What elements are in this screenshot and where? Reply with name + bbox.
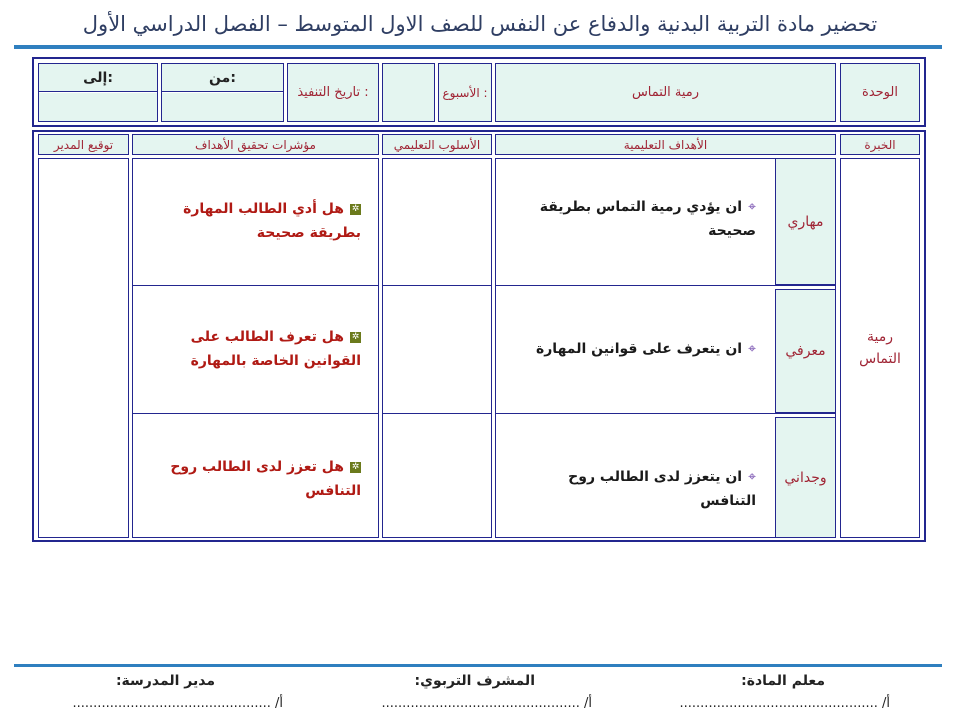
week-value-cell[interactable] [382,63,435,122]
experience-value: رمية التماس [859,329,901,367]
header-indicators: مؤشرات تحقيق الأهداف [132,134,379,155]
from-cell [161,63,284,122]
gear-bullet-icon: ✲ [351,331,360,342]
bottom-rule [14,664,942,667]
to-label-cell [39,64,157,92]
indicator-item-3: ✲هل تعزز لدى الطالب روح التنافس [170,459,361,499]
domain-label: وجداني [784,469,827,486]
supervisor-signature-label: المشرف التربوي: [414,673,535,689]
domain-cell-2 [775,289,835,413]
from-label: من: [209,69,236,86]
domain-cell-1 [775,159,835,285]
row-divider [133,413,378,414]
from-label-cell [162,64,283,92]
principal-signature-cell[interactable] [38,158,129,538]
row-divider [133,285,378,286]
unit-value-cell[interactable] [495,63,836,122]
header-method: الأسلوب التعليمي [382,134,492,155]
row-divider [496,413,835,414]
experience-cell [840,158,920,538]
crosshair-bullet-icon: ⌖ [748,341,756,357]
unit-label: الوحدة [862,85,898,100]
header-goals: الأهداف التعليمية [495,134,836,155]
week-label: الأسبوع : [442,85,488,100]
crosshair-bullet-icon: ⌖ [748,199,756,215]
indicators-column [132,158,379,538]
teacher-signature-label: معلم المادة: [741,673,825,689]
to-value[interactable] [39,93,157,121]
to-cell [38,63,158,122]
from-value[interactable] [162,93,283,121]
row-divider [383,413,491,414]
supervisor-signature-line[interactable]: أ/ ................................................ [381,696,592,711]
goals-column [495,158,836,538]
row-divider [383,285,491,286]
top-rule [14,45,942,49]
domain-label: مهاري [787,213,824,230]
principal-signature-label: مدير المدرسة: [115,673,215,689]
page-title: تحضير مادة التربية البدنية والدفاع عن النفس للصف الاول المتوسط – الفصل الدراسي الأول [82,12,878,36]
header-principal-signature: توقيع المدير [38,134,129,155]
teacher-signature-line[interactable]: أ/ ................................................ [679,696,890,711]
domain-label: معرفي [785,343,826,359]
exec-date-label: تاريخ التنفيذ : [297,85,369,100]
goal-item-3: ⌖ان يتعزز لدى الطالب روح التنافس [568,469,756,509]
unit-value: رمية التماس [631,85,700,100]
goal-item-1: ⌖ان يؤدي رمية التماس بطريقة صحيحة [539,199,756,239]
gear-bullet-icon: ✲ [351,203,360,214]
lesson-table [32,130,926,542]
goal-item-2: ⌖ان يتعرف على قوانين المهارة [535,341,756,357]
indicator-item-2: ✲هل تعرف الطالب على القوانين الخاصة بالمهارة [190,329,361,369]
row-divider [496,285,835,286]
week-label-cell [438,63,492,122]
method-column [382,158,492,538]
domain-cell-3 [775,417,835,537]
exec-date-label-cell [287,63,379,122]
info-row-frame [32,57,926,127]
indicator-item-1: ✲هل أدي الطالب المهارة بطريقة صحيحة [183,201,361,241]
header-experience: الخبرة [840,134,920,155]
principal-signature-line[interactable]: أ/ ................................................ [72,696,283,711]
to-label: إلى: [83,69,113,86]
unit-label-cell [840,63,920,122]
gear-bullet-icon: ✲ [351,461,360,472]
crosshair-bullet-icon: ⌖ [748,469,756,485]
